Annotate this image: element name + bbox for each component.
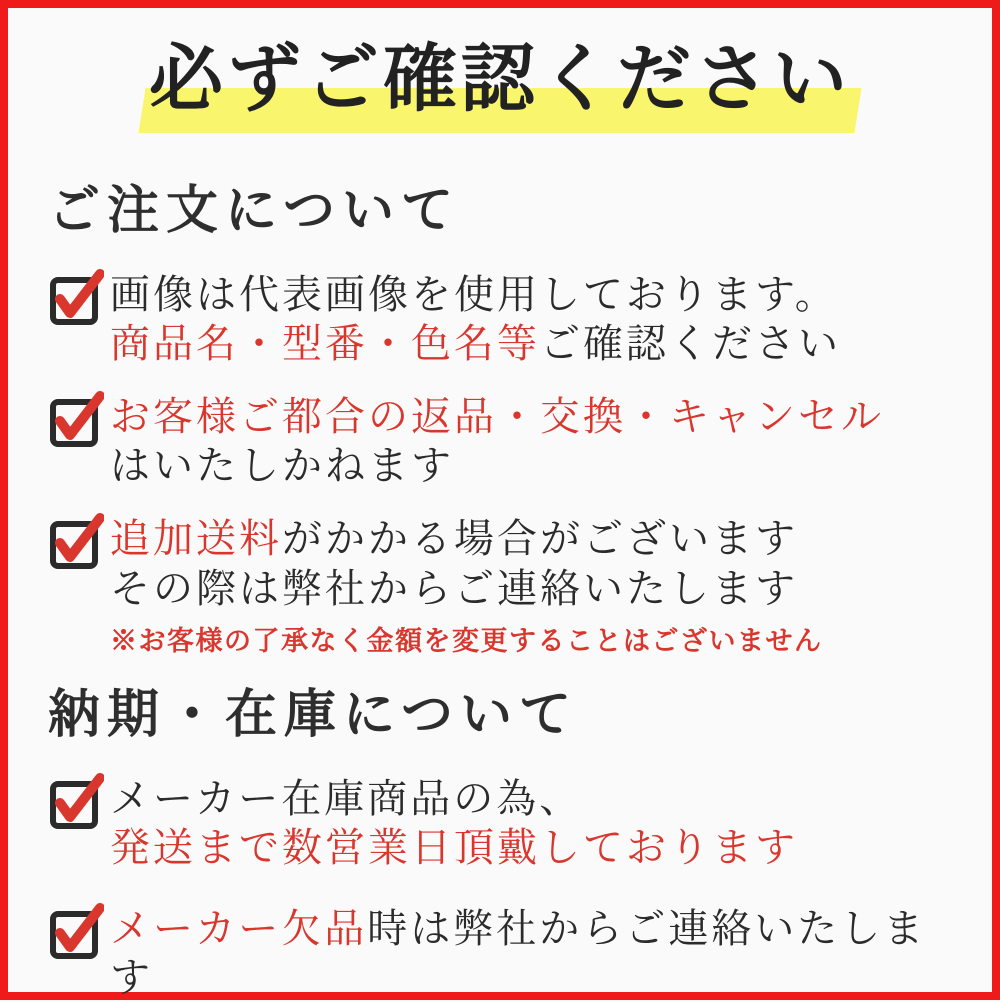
emphasis-red-text: メーカー欠品 <box>110 905 368 951</box>
checklist-item <box>48 392 956 490</box>
notice-section <box>48 682 956 1002</box>
item-text <box>110 392 956 490</box>
item-line <box>110 392 956 441</box>
checked-checkbox-icon <box>48 770 104 835</box>
emphasis-red-text: 発送まで数営業日頂戴しております <box>110 824 798 870</box>
item-line <box>110 319 956 368</box>
emphasis-red-text: ※お客様の了承なく金額を変更することはございません <box>110 625 823 656</box>
checklist-item <box>48 774 956 872</box>
body-text: 画像は代表画像を使用しております。 <box>110 271 838 317</box>
body-text: はいたしかねます <box>110 443 454 489</box>
body-text: その際は弊社からご連絡いたします <box>110 565 798 611</box>
notice-section <box>48 178 956 658</box>
item-line <box>110 441 956 490</box>
item-text <box>110 904 956 1002</box>
notice-sections <box>8 178 992 1002</box>
checked-checkbox-icon <box>48 900 104 965</box>
body-text: メーカー在庫商品の為、 <box>110 775 583 821</box>
item-text <box>110 514 956 658</box>
item-line <box>110 774 956 823</box>
item-line <box>110 270 956 319</box>
section-heading: ご注文について <box>48 183 460 240</box>
item-note-line <box>110 625 956 658</box>
body-text: 時は弊社からご連絡いたします <box>110 905 927 1001</box>
item-line <box>110 904 956 1002</box>
checklist-item <box>48 270 956 368</box>
item-line <box>110 564 956 613</box>
checked-checkbox-icon <box>48 266 104 331</box>
body-text: ご確認ください <box>540 320 841 366</box>
page-title: 必ずご確認ください <box>149 39 851 121</box>
item-text <box>110 270 956 368</box>
body-text: がかかる場合がございます <box>282 516 798 562</box>
emphasis-red-text: 追加送料 <box>110 516 282 562</box>
section-heading: 納期・在庫について <box>48 686 578 744</box>
item-line <box>110 823 956 872</box>
checklist-item <box>48 904 956 1002</box>
checked-checkbox-icon <box>48 388 104 453</box>
page-title-wrap <box>8 32 992 144</box>
item-line <box>110 514 956 563</box>
checklist-item <box>48 514 956 658</box>
item-text <box>110 774 956 872</box>
checked-checkbox-icon <box>48 510 104 575</box>
emphasis-red-text: 商品名・型番・色名等 <box>110 320 540 366</box>
emphasis-red-text: お客様ご都合の返品・交換・キャンセル <box>110 393 884 439</box>
